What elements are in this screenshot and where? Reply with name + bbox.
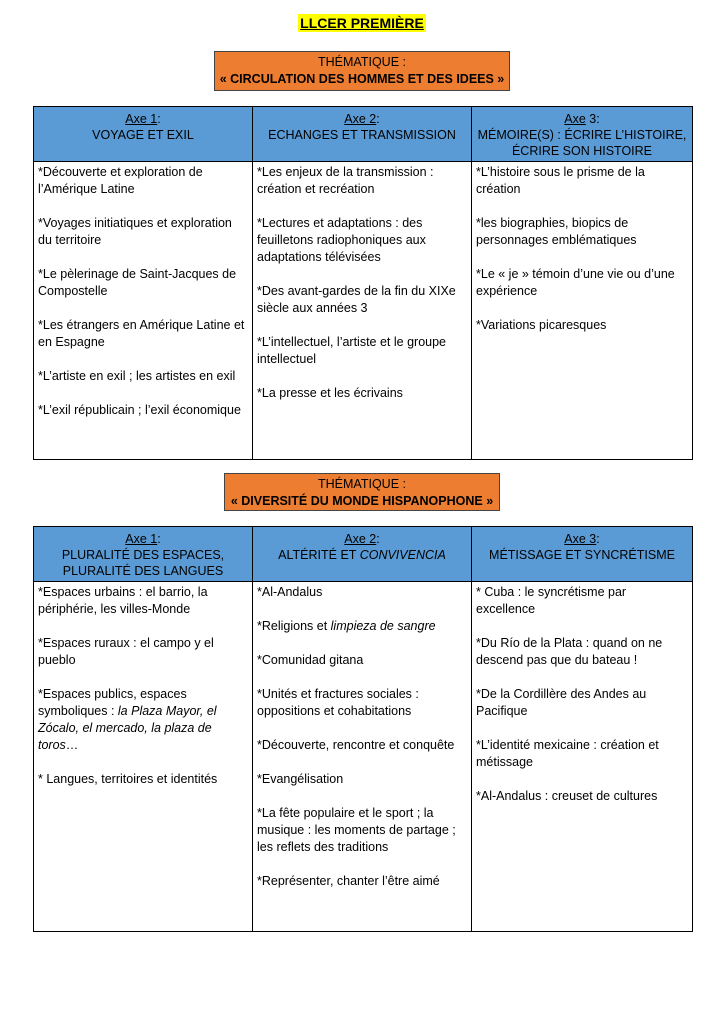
list-item: *Les enjeux de la transmission : création et recréation <box>257 165 434 196</box>
axe-label: Axe 2 <box>344 112 377 126</box>
axe-title: PLURALITÉ DES ESPACES, PLURALITÉ DES LANGUES <box>61 548 225 578</box>
axe-colon: : <box>596 532 600 546</box>
page-title-text: LLCER PREMIÈRE <box>300 15 424 31</box>
item-text: … <box>65 738 79 752</box>
list-item <box>257 771 467 788</box>
list-item <box>38 635 248 669</box>
axe-label: Axe <box>564 112 586 126</box>
list-item: *Voyages initiatiques et exploration du territoire <box>38 216 232 247</box>
list-item <box>257 737 467 754</box>
list-item <box>38 771 248 788</box>
table-diversite <box>33 526 693 932</box>
list-item <box>476 788 688 805</box>
header-axe-1 <box>34 107 253 162</box>
theme-box-diversite <box>224 473 500 511</box>
theme-name: « CIRCULATION DES HOMMES ET DES IDEES » <box>219 72 505 86</box>
list-item: *Des avant-gardes de la fin du XIXe siècle aux années 3 <box>257 284 456 315</box>
cell-axe-1 <box>34 162 253 460</box>
item-text: *Découverte, rencontre et conquête <box>257 738 455 752</box>
list-item <box>476 737 688 771</box>
item-text: *Religions et <box>257 619 331 633</box>
list-item <box>38 686 248 754</box>
cell-axe-1 <box>34 582 253 932</box>
item-text: *Unités et fractures sociales : oppositions et cohabitations <box>257 687 419 718</box>
axe-label: Axe 1 <box>125 112 158 126</box>
item-text: * Langues, territoires et identités <box>38 772 218 786</box>
list-item <box>257 652 467 669</box>
list-item: *Découverte et exploration de l’Amérique Latine <box>38 165 203 196</box>
item-text: *Comunidad gitana <box>257 653 364 667</box>
item-text-italic: limpieza de sangre <box>330 619 436 633</box>
list-item: *Variations picaresques <box>476 318 607 332</box>
list-item: *L’intellectuel, l’artiste et le groupe intellectuel <box>257 335 447 366</box>
header-axe-3 <box>472 107 693 162</box>
item-text: *Du Río de la Plata : quand on ne descend pas que du bateau ! <box>476 636 663 667</box>
list-item: *L’histoire sous le prisme de la création <box>476 165 645 196</box>
axe-colon: : <box>376 532 380 546</box>
table-circulation <box>33 106 693 460</box>
theme-label: THÉMATIQUE : <box>318 55 406 69</box>
axe-title: VOYAGE ET EXIL <box>92 128 194 142</box>
item-text: * Cuba : le syncrétisme par excellence <box>476 585 627 616</box>
axe-title: MÉTISSAGE ET SYNCRÉTISME <box>489 548 675 562</box>
list-item: *La presse et les écrivains <box>257 386 403 400</box>
theme-box-circulation <box>214 51 510 91</box>
item-text: *La fête populaire et le sport ; la musique : les moments de partage ; les reflets des traditions <box>257 806 456 854</box>
header-axe-2 <box>253 527 472 582</box>
item-text: *Espaces publics, espaces symboliques : <box>38 687 187 718</box>
item-text-italic: la Plaza Mayor, el Zócalo, el mercado, la plaza de toros <box>38 704 217 752</box>
cell-axe-2 <box>253 162 472 460</box>
item-text: *Espaces ruraux : el campo y el pueblo <box>38 636 214 667</box>
item-text: *Al-Andalus : creuset de cultures <box>476 789 658 803</box>
axe-colon: 3: <box>585 112 600 126</box>
list-item <box>38 584 248 618</box>
item-text: *Evangélisation <box>257 772 344 786</box>
header-axe-1 <box>34 527 253 582</box>
list-item: *Le « je » témoin d’une vie ou d’une expérience <box>476 267 675 298</box>
list-item <box>476 584 688 618</box>
axe-title: ALTÉRITÉ ET <box>278 548 360 562</box>
list-item: *L’artiste en exil ; les artistes en exil <box>38 369 236 383</box>
list-item <box>476 635 688 669</box>
axe-label: Axe 3 <box>564 532 597 546</box>
axe-title: ECHANGES ET TRANSMISSION <box>268 128 456 142</box>
list-item <box>257 618 467 635</box>
header-axe-3 <box>472 527 693 582</box>
axe-title-italic: CONVIVENCIA <box>359 548 446 562</box>
list-item <box>257 584 467 601</box>
list-item <box>257 686 467 720</box>
theme-label: THÉMATIQUE : <box>318 477 406 491</box>
item-text: *L’identité mexicaine : création et métissage <box>476 738 659 769</box>
page-title <box>0 15 724 33</box>
header-axe-2 <box>253 107 472 162</box>
axe-colon: : <box>157 112 161 126</box>
list-item <box>257 805 467 856</box>
list-item: *L’exil républicain ; l’exil économique <box>38 403 241 417</box>
axe-title: MÉMOIRE(S) : ÉCRIRE L’HISTOIRE, ÉCRIRE SON HISTOIRE <box>477 128 687 158</box>
item-text: *Représenter, chanter l’être aimé <box>257 874 440 888</box>
list-item: *les biographies, biopics de personnages emblématiques <box>476 216 637 247</box>
list-item <box>476 686 688 720</box>
list-item: *Le pèlerinage de Saint-Jacques de Compostelle <box>38 267 237 298</box>
axe-label: Axe 2 <box>344 532 377 546</box>
cell-axe-3 <box>472 162 693 460</box>
list-item <box>257 873 467 890</box>
list-item: *Les étrangers en Amérique Latine et en Espagne <box>38 318 245 349</box>
list-item: *Lectures et adaptations : des feuilletons radiophoniques aux adaptations télévisées <box>257 216 426 264</box>
item-text: *Al-Andalus <box>257 585 323 599</box>
cell-axe-2 <box>253 582 472 932</box>
theme-name: « DIVERSITÉ DU MONDE HISPANOPHONE » <box>230 494 494 508</box>
cell-axe-3 <box>472 582 693 932</box>
item-text: *Espaces urbains : el barrio, la périphérie, les villes-Monde <box>38 585 208 616</box>
item-text: *De la Cordillère des Andes au Pacifique <box>476 687 647 718</box>
axe-label: Axe 1 <box>125 532 158 546</box>
axe-colon: : <box>157 532 161 546</box>
axe-colon: : <box>376 112 380 126</box>
